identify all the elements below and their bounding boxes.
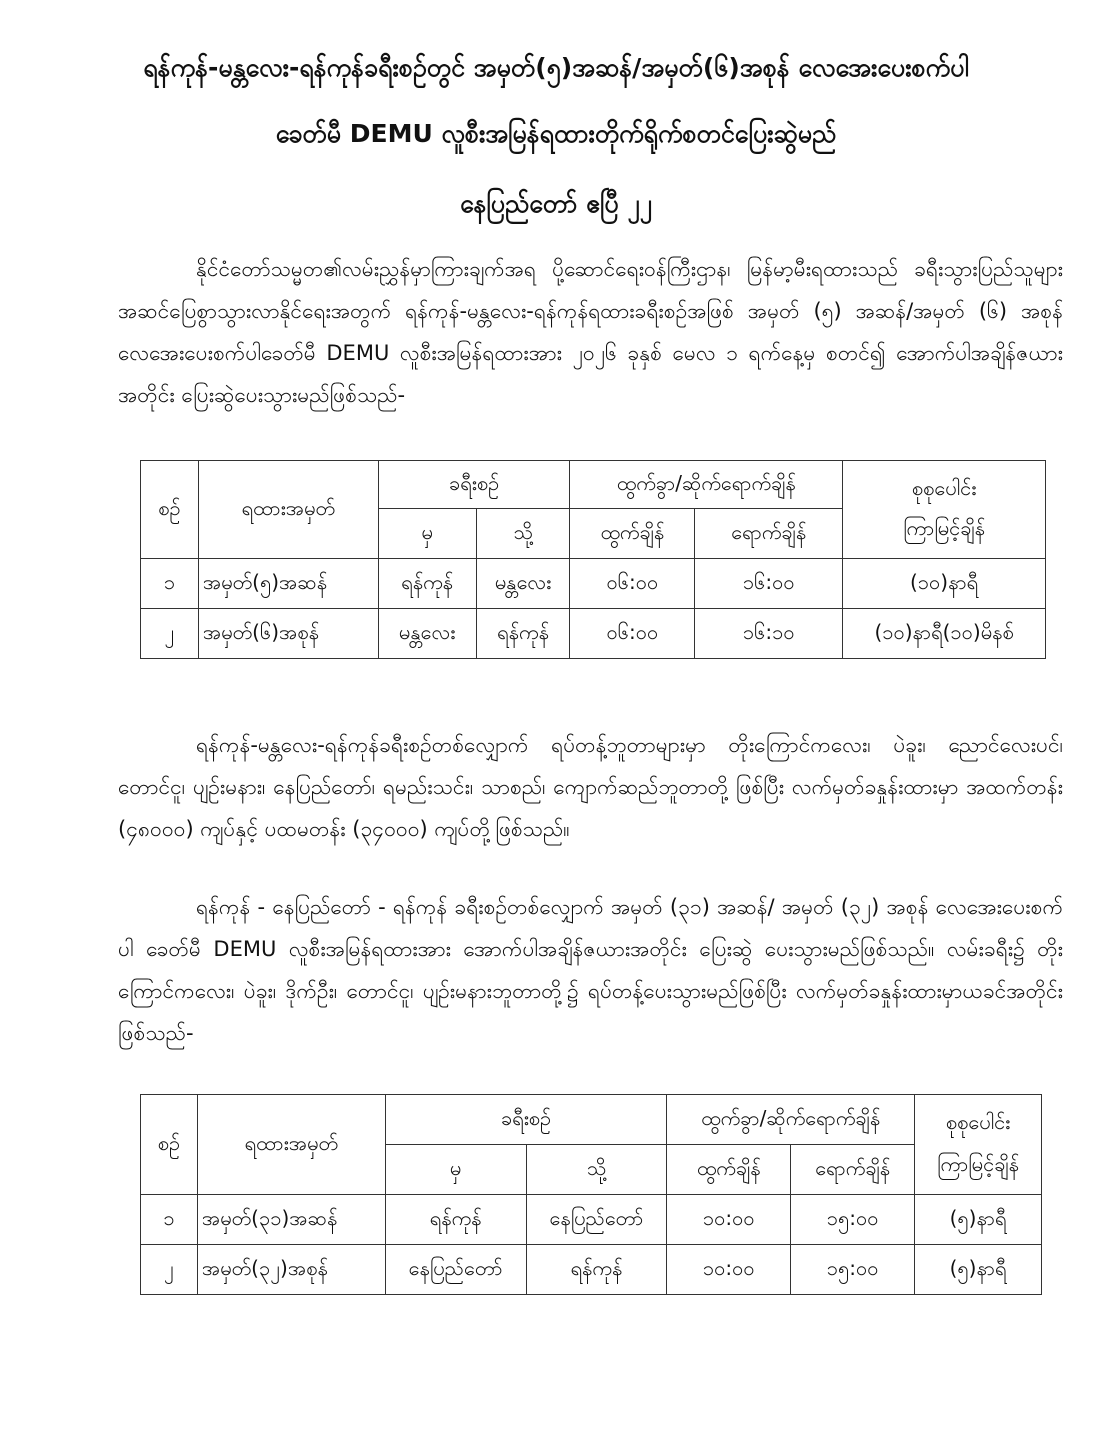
header-total-line-2: ကြာမြင့်ချိန် [903, 515, 985, 540]
cell-no: ၁ [141, 1195, 198, 1245]
cell-to: နေပြည်တော် [526, 1195, 667, 1245]
cell-arr: ၁၆:၀၀ [695, 559, 843, 609]
dateline: နေပြည်တော် ဧပြီ ၂၂ [460, 189, 652, 218]
cell-dep: ၀၆:၀၀ [570, 609, 695, 659]
table-row [141, 559, 1046, 609]
paragraph-2-text: ရန်ကုန်-မန္တလေး-ရန်ကုန်ခရီးစဉ်တစ်လျှောက် ရပ်တန့်ဘူတာများမှာ တိုးကြောင်ကလေး၊ ပဲခူး၊ ညောင်လေးပင်၊ တောင်ငူ၊ ပျဉ်းမနား၊ နေပြည်တော်၊ ရမည်းသင်း၊ သာစည်၊ ကျောက်ဆည်ဘူတာတို့ ဖြစ်ပြီး လက်မှတ်ခနှုန်းထားမှာ အထက်တန်း (၄၈၀၀၀) ကျပ်နှင့် ပထမတန်း (၃၄၀၀၀) ကျပ်တို့ဖြစ်သည်။ [118, 733, 1063, 841]
paragraph-1 [118, 248, 1063, 416]
header-to: သို့ [476, 509, 570, 559]
cell-dep: ၁၀:၀၀ [667, 1245, 791, 1295]
table-row [141, 1195, 1042, 1245]
header-arr: ရောက်ချိန် [695, 509, 843, 559]
schedule-table-mandalay [140, 460, 1046, 659]
header-from: မှ [378, 509, 476, 559]
cell-total: (၅)နာရီ [915, 1195, 1042, 1245]
header-arr: ရောက်ချိန် [791, 1145, 915, 1195]
header-to: သို့ [526, 1145, 667, 1195]
header-times: ထွက်ခွာ/ဆိုက်ရောက်ချိန် [667, 1095, 915, 1145]
header-dep: ထွက်ချိန် [667, 1145, 791, 1195]
cell-from: ရန်ကုန် [385, 1195, 526, 1245]
header-train: ရထားအမှတ် [197, 1095, 385, 1195]
header-times: ထွက်ခွာ/ဆိုက်ရောက်ချိန် [570, 461, 843, 509]
paragraph-2 [118, 724, 1063, 850]
header-route: ခရီးစဉ် [385, 1095, 667, 1145]
paragraph-3 [118, 886, 1063, 1054]
paragraph-1-text: နိုင်ငံတော်သမ္မတ၏လမ်းညွှန်မှာကြားချက်အရ ပို့ဆောင်ရေးဝန်ကြီးဌာန၊ မြန်မာ့မီးရထားသည် ခရီးသွားပြည်သူများအဆင်ပြေစွာသွားလာနိုင်ရေးအတွက် ရန်ကုန်-မန္တလေး-ရန်ကုန်ရထားခရီးစဉ်အဖြစ် အမှတ် (၅) အဆန်/အမှတ် (၆) အစုန် လေအေးပေးစက်ပါခေတ်မီ DEMU လူစီးအမြန်ရထားအား ၂၀၂၆ ခုနှစ် မေလ ၁ ရက်နေ့မှ စတင်၍ အောက်ပါအချိန်ဇယားအတိုင်း ပြေးဆွဲပေးသွားမည်ဖြစ်သည်- [118, 257, 1063, 407]
cell-total: (၁၀)နာရီ(၁၀)မိနစ် [843, 609, 1046, 659]
header-total-line-1: စုစုပေါင်း [911, 475, 977, 500]
header-total [843, 461, 1046, 559]
cell-to: မန္တလေး [476, 559, 570, 609]
cell-no: ၁ [141, 559, 199, 609]
cell-no: ၂ [141, 609, 199, 659]
table-row [141, 609, 1046, 659]
cell-arr: ၁၆:၁၀ [695, 609, 843, 659]
header-no: စဉ် [141, 1095, 198, 1195]
cell-from: နေပြည်တော် [385, 1245, 526, 1295]
cell-arr: ၁၅:၀၀ [791, 1195, 915, 1245]
cell-no: ၂ [141, 1245, 198, 1295]
headline-line-1: ရန်ကုန်-မန္တလေး-ရန်ကုန်ခရီးစဉ်တွင် အမှတ်(၅)အဆန်/အမှတ်(၆)အစုန် လေအေးပေးစက်ပါ [143, 53, 969, 82]
cell-from: ရန်ကုန် [378, 559, 476, 609]
table-row [141, 1245, 1042, 1295]
header-dep: ထွက်ချိန် [570, 509, 695, 559]
header-total-line-1: စုစုပေါင်း [945, 1109, 1011, 1134]
header-route: ခရီးစဉ် [378, 461, 570, 509]
cell-to: ရန်ကုန် [476, 609, 570, 659]
header-no: စဉ် [141, 461, 199, 559]
schedule-table-naypyitaw [140, 1094, 1042, 1295]
cell-train: အမှတ်(၆)အစုန် [198, 609, 378, 659]
cell-train: အမှတ်(၅)အဆန် [198, 559, 378, 609]
cell-total: (၁၀)နာရီ [843, 559, 1046, 609]
cell-arr: ၁၅:၀၀ [791, 1245, 915, 1295]
cell-train: အမှတ်(၃၂)အစုန် [197, 1245, 385, 1295]
cell-train: အမှတ်(၃၁)အဆန် [197, 1195, 385, 1245]
header-total-line-2: ကြာမြင့်ချိန် [937, 1151, 1019, 1176]
header-from: မှ [385, 1145, 526, 1195]
cell-to: ရန်ကုန် [526, 1245, 667, 1295]
cell-from: မန္တလေး [378, 609, 476, 659]
header-total [915, 1095, 1042, 1195]
cell-total: (၅)နာရီ [915, 1245, 1042, 1295]
paragraph-3-text: ရန်ကုန် - နေပြည်တော် - ရန်ကုန် ခရီးစဉ်တစ်လျှောက် အမှတ် (၃၁) အဆန်/ အမှတ် (၃၂) အစုန် လေအေးပေးစက်ပါ ခေတ်မီ DEMU လူစီးအမြန်ရထားအား အောက်ပါအချိန်ဇယားအတိုင်း ပြေးဆွဲ ပေးသွားမည်ဖြစ်သည်။ လမ်းခရီး၌ တိုးကြောင်ကလေး၊ ပဲခူး၊ ဒိုက်ဦး၊ တောင်ငူ၊ ပျဉ်းမနားဘူတာတို့၌ ရပ်တန့်ပေးသွားမည်ဖြစ်ပြီး လက်မှတ်ခနှုန်းထားမှာယခင်အတိုင်းဖြစ်သည်- [118, 895, 1063, 1045]
cell-dep: ၀၆:၀၀ [570, 559, 695, 609]
headline-line-2: ခေတ်မီ DEMU လူစီးအမြန်ရထားတိုက်ရိုက်စတင်ပြေးဆွဲမည် [275, 119, 837, 148]
header-train: ရထားအမှတ် [198, 461, 378, 559]
cell-dep: ၁၀:၀၀ [667, 1195, 791, 1245]
